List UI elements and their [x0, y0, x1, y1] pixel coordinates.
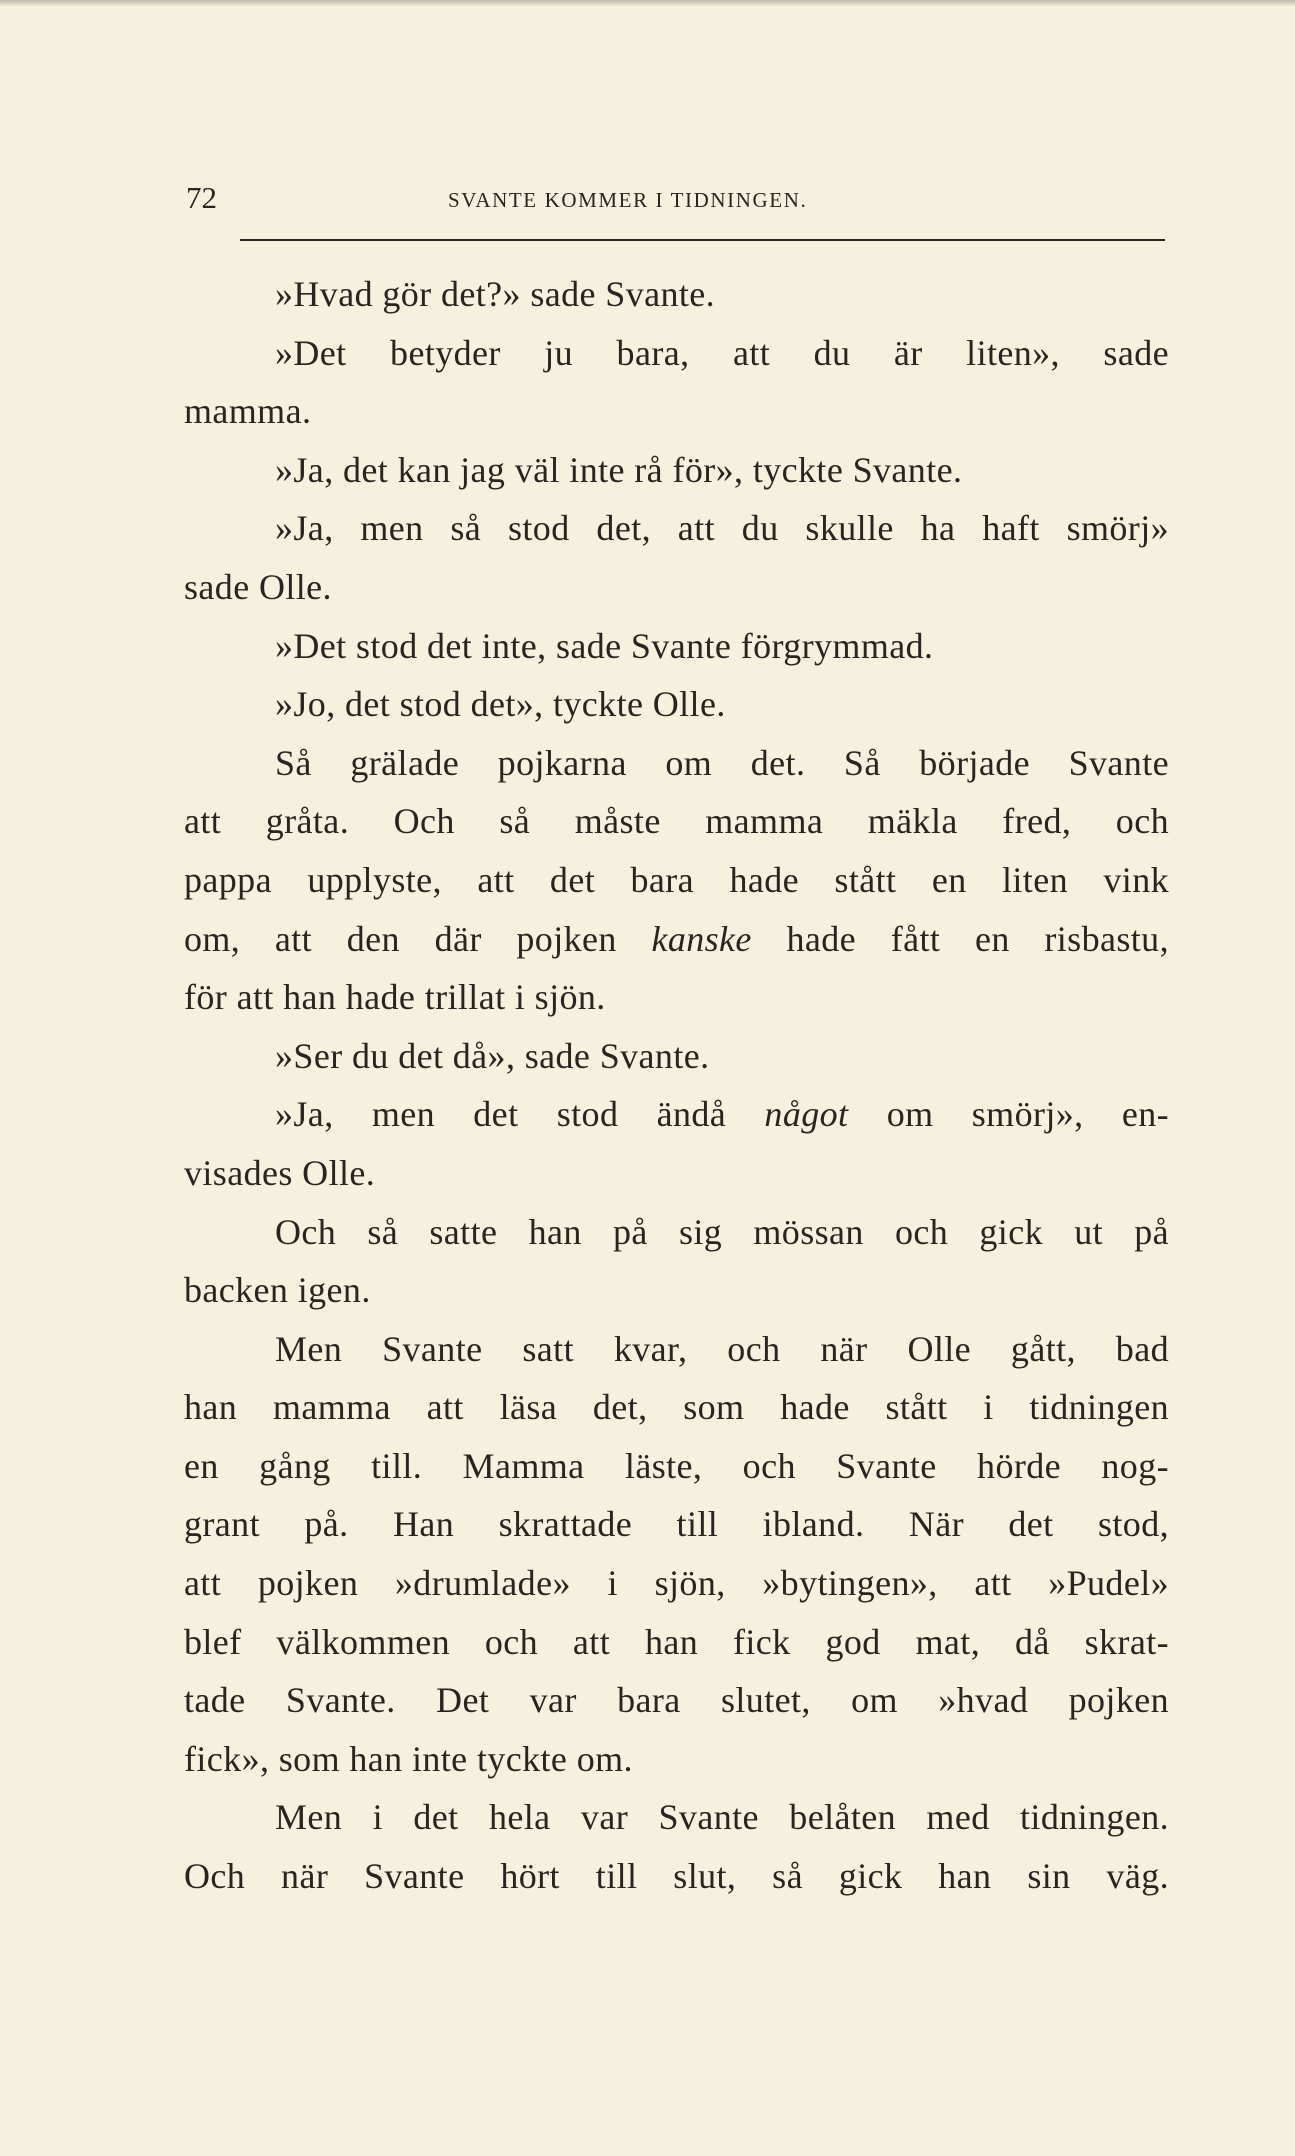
page-number: 72	[186, 180, 217, 215]
text-line	[184, 851, 1169, 910]
text-segment: fick», som han inte tyckte om.	[184, 1738, 633, 1779]
text-segment: om, att den där pojken	[184, 918, 652, 959]
text-segment: grant på. Han skrattade till ibland. När det stod,	[184, 1504, 1169, 1545]
text-segment: hade fått en risbastu,	[751, 918, 1169, 959]
text-segment: att gråta. Och så måste mamma mäkla fred, och	[184, 801, 1169, 842]
emphasized-word: kanske	[651, 918, 752, 959]
body-text	[184, 265, 1169, 1906]
running-head: SVANTE KOMMER I TIDNINGEN.	[448, 188, 808, 212]
text-line	[184, 1671, 1169, 1730]
page-top-edge	[0, 0, 1295, 6]
text-segment: »Ja, men så stod det, att du skulle ha haft smörj»	[275, 508, 1169, 549]
text-line	[184, 1495, 1169, 1554]
text-line	[184, 1730, 1169, 1789]
text-line	[184, 792, 1169, 851]
text-segment: Och så satte han på sig mössan och gick ut på	[275, 1211, 1169, 1252]
text-segment: Men i det hela var Svante belåten med tidningen.	[275, 1797, 1169, 1838]
emphasized-word: något	[764, 1094, 849, 1135]
text-segment: sade Olle.	[184, 566, 332, 607]
text-line	[184, 265, 1169, 324]
text-line	[184, 1261, 1169, 1320]
text-line	[184, 1203, 1169, 1262]
page-header	[186, 178, 1165, 218]
text-segment: Men Svante satt kvar, och när Olle gått, bad	[275, 1328, 1169, 1369]
text-segment: han mamma att läsa det, som hade stått i tidningen	[184, 1387, 1169, 1428]
text-line	[184, 1027, 1169, 1086]
text-segment: blef välkommen och att han fick god mat, då skrat-	[184, 1621, 1169, 1662]
text-line	[184, 1378, 1169, 1437]
text-segment: »Det stod det inte, sade Svante förgrymmad.	[275, 625, 934, 666]
text-line	[184, 675, 1169, 734]
text-segment: för att han hade trillat i sjön.	[184, 977, 606, 1018]
text-segment: att pojken »drumlade» i sjön, »bytingen», att »Pudel»	[184, 1563, 1169, 1604]
text-line	[184, 734, 1169, 793]
text-line	[184, 1613, 1169, 1672]
text-segment: visades Olle.	[184, 1152, 376, 1193]
text-segment: »Det betyder ju bara, att du är liten», sade	[275, 332, 1169, 373]
text-line	[184, 1437, 1169, 1496]
text-segment: »Ser du det då», sade Svante.	[275, 1035, 710, 1076]
text-segment: »Ja, det kan jag väl inte rå för», tyckte Svante.	[275, 449, 963, 490]
text-line	[184, 558, 1169, 617]
text-segment: tade Svante. Det var bara slutet, om »hvad pojken	[184, 1680, 1169, 1721]
text-line	[184, 1847, 1169, 1906]
text-line	[184, 1788, 1169, 1847]
text-segment: »Jo, det stod det», tyckte Olle.	[275, 684, 726, 725]
text-line	[184, 968, 1169, 1027]
text-segment: om smörj», en-	[848, 1094, 1169, 1135]
text-line	[184, 1144, 1169, 1203]
text-line	[184, 1085, 1169, 1144]
text-line	[184, 1554, 1169, 1613]
text-line	[184, 617, 1169, 676]
text-line	[184, 441, 1169, 500]
text-segment: en gång till. Mamma läste, och Svante hörde nog-	[184, 1445, 1169, 1486]
header-rule	[240, 239, 1165, 241]
text-segment: Så grälade pojkarna om det. Så började Svante	[275, 742, 1169, 783]
text-segment: backen igen.	[184, 1270, 371, 1311]
text-line	[184, 382, 1169, 441]
text-segment: mamma.	[184, 391, 312, 432]
text-line	[184, 324, 1169, 383]
text-segment: »Hvad gör det?» sade Svante.	[275, 274, 716, 314]
text-line	[184, 499, 1169, 558]
text-line	[184, 1320, 1169, 1379]
text-segment: Och när Svante hört till slut, så gick han sin väg.	[184, 1856, 1169, 1897]
text-line	[184, 910, 1169, 969]
text-segment: pappa upplyste, att det bara hade stått en liten vink	[184, 859, 1169, 900]
text-segment: »Ja, men det stod ändå	[275, 1094, 765, 1135]
